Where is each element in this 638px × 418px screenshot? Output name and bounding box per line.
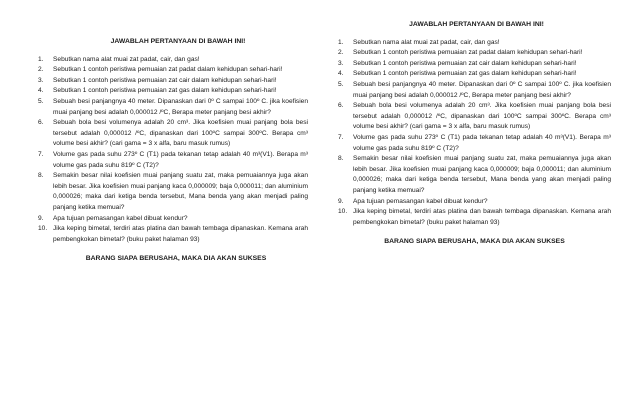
question-number: 2. xyxy=(338,49,344,57)
page-title: JAWABLAH PERTANYAAN DI BAWAH INI! xyxy=(409,21,544,28)
question-text: Sebutkan 1 contoh peristiwa pemuaian zat padat dalam kehidupan sehari-hari! xyxy=(353,49,583,57)
worksheet-left-column xyxy=(38,37,308,265)
question-number: 2. xyxy=(38,66,44,74)
question-number: 1. xyxy=(38,55,44,63)
question-number: 7. xyxy=(38,150,44,158)
question-number: 5. xyxy=(338,80,344,88)
list-item xyxy=(338,101,611,133)
question-text: Volume gas pada suhu 273º C (T1) pada tekanan tetap adalah 40 m³(V1). Berapa m³ volume gas pada suhu 819º C (T2)? xyxy=(353,133,611,152)
question-text: Sebutkan 1 contoh peristiwa pemuaian zat gas dalam kehidupan sehari-hari! xyxy=(353,70,577,78)
worksheet-right-column xyxy=(338,20,611,248)
list-item xyxy=(38,224,308,245)
list-item xyxy=(338,197,611,208)
list-item xyxy=(338,80,611,101)
question-text: Sebutkan nama alat muai zat padat, cair, dan gas! xyxy=(53,55,200,63)
question-number: 4. xyxy=(338,70,344,78)
list-item xyxy=(38,214,308,225)
list-item xyxy=(38,86,308,97)
question-number: 6. xyxy=(38,119,44,127)
list-item xyxy=(38,65,308,76)
list-item xyxy=(338,38,611,49)
question-number: 10. xyxy=(338,208,348,216)
list-item xyxy=(38,55,308,66)
question-text: Volume gas pada suhu 273º C (T1) pada tekanan tetap adalah 40 m³(V1). Berapa m³ volume gas pada suhu 819º C (T2)? xyxy=(53,150,308,169)
list-item xyxy=(38,171,308,213)
list-item xyxy=(338,133,611,154)
question-list xyxy=(38,55,308,246)
question-text: Jika keping bimetal, terdiri atas platina dan bawah tembaga dipanaskan. Kemana arah pembengkokan bimetal? (buku paket halaman 93) xyxy=(353,208,611,226)
question-text: Sebutkan nama alat muai zat padat, cair, dan gas! xyxy=(353,38,500,46)
question-number: 8. xyxy=(338,155,344,163)
list-item xyxy=(38,150,308,171)
list-item xyxy=(338,48,611,59)
question-text: Sebutkan 1 contoh peristiwa pemuaian zat cair dalam kehidupan sehari-hari! xyxy=(353,59,577,67)
list-item xyxy=(338,69,611,80)
list-item xyxy=(338,207,611,228)
list-item xyxy=(38,97,308,118)
list-item xyxy=(338,59,611,70)
list-item xyxy=(38,76,308,87)
question-number: 1. xyxy=(338,38,344,46)
motto-footer: BARANG SIAPA BERUSAHA, MAKA DIA AKAN SUKSES xyxy=(384,238,565,246)
question-number: 9. xyxy=(38,214,44,222)
question-text: Sebuah besi panjangnya 40 meter. Dipanaskan dari 0º C sampai 100º C. jika koefisien muai panjang besi adalah 0,000012 /ºC, Berapa meter panjang besi akhir? xyxy=(53,97,308,116)
question-number: 4. xyxy=(38,87,44,95)
question-text: Apa tujuan pemasangan kabel dibuat kendur? xyxy=(53,214,188,222)
question-text: Sebuah bola besi volumenya adalah 20 cm³. Jika koefisien muai panjang bola besi tersebut adalah 0,000012 /ºC, dipanaskan dari 100ºC sampai 300ºC. Berapa cm³ volume besi akhir? (cari gama = 3 x alfa, baru masuk rumus) xyxy=(53,119,308,148)
question-text: Sebutkan 1 contoh peristiwa pemuaian zat cair dalam kehidupan sehari-hari! xyxy=(53,76,277,84)
list-item xyxy=(338,154,611,196)
question-number: 3. xyxy=(338,59,344,67)
question-number: 8. xyxy=(38,172,44,180)
question-text: Sebutkan 1 contoh peristiwa pemuaian zat gas dalam kehidupan sehari-hari! xyxy=(53,87,277,95)
question-number: 9. xyxy=(338,197,344,205)
question-number: 10. xyxy=(38,225,48,233)
question-text: Semakin besar nilai koefisien muai panjang suatu zat, maka pemuaiannya juga akan lebih besar. Jika koefisien muai panjang kaca 0,000009; baja 0,000011; dan aluminium 0,000026; maka dari ketiga benda tersebut, Mana benda yang akan menjadi paling panjang ketika memuai? xyxy=(353,155,611,194)
question-number: 5. xyxy=(38,97,44,105)
question-text: Jika keping bimetal, terdiri atas platina dan bawah tembaga dipanaskan. Kemana arah pembengkokan bimetal? (buku paket halaman 93) xyxy=(53,225,308,243)
question-text: Semakin besar nilai koefisien muai panjang suatu zat, maka pemuaiannya juga akan lebih besar. Jika koefisien muai panjang kaca 0,000009; baja 0,000011; dan aluminium 0,000026; maka dari ketiga benda tersebut, Mana benda yang akan menjadi paling panjang ketika memuai? xyxy=(53,172,308,211)
motto-footer: BARANG SIAPA BERUSAHA, MAKA DIA AKAN SUKSES xyxy=(85,255,267,263)
question-number: 7. xyxy=(338,133,344,141)
question-text: Sebuah bola besi volumenya adalah 20 cm³. Jika koefisien muai panjang bola besi tersebut adalah 0,000012 /ºC, dipanaskan dari 100ºC sampai 300ºC. Berapa cm³ volume besi akhir? (cari gama = 3 x alfa, baru masuk rumus) xyxy=(353,102,611,131)
question-text: Apa tujuan pemasangan kabel dibuat kendur? xyxy=(353,197,488,205)
list-item xyxy=(38,118,308,150)
question-number: 3. xyxy=(38,76,44,84)
question-list xyxy=(338,38,611,229)
question-text: Sebutkan 1 contoh peristiwa pemuaian zat padat dalam kehidupan sehari-hari! xyxy=(53,66,283,74)
page-title: JAWABLAH PERTANYAAN DI BAWAH INI! xyxy=(110,38,246,45)
question-number: 6. xyxy=(338,102,344,110)
question-text: Sebuah besi panjangnya 40 meter. Dipanaskan dari 0º C sampai 100º C. jika koefisien muai panjang besi adalah 0,000012 /ºC, Berapa meter panjang besi akhir? xyxy=(353,80,611,99)
